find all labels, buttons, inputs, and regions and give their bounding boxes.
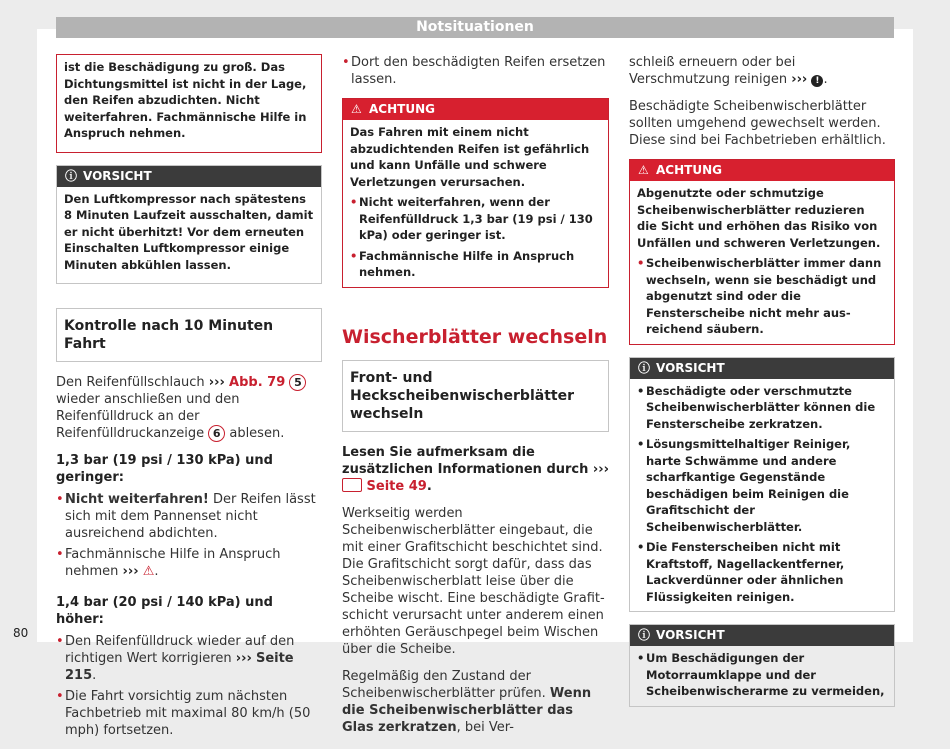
callout-number: 5 [289,374,306,391]
figure-link[interactable]: Abb. 79 [229,375,286,390]
bullet-text: . [154,564,159,579]
warning-triangle-icon: ⚠ [638,163,649,177]
vorsicht-label: VORSICHT [656,360,725,375]
vorsicht-bullet: • Um Beschädigungen der Motorraumklappe und der Scheibenwischerarme zu vermeiden, [637,650,887,700]
para-text: schleiß erneuern oder bei Verschmutzung reinigen [629,55,796,87]
caution-icon: ! [811,75,823,87]
achtung-header [630,160,894,181]
warning-triangle-icon: ⚠ [142,564,155,579]
vorsicht-header [630,625,894,646]
bullet-drive-carefully: • Die Fahrt vorsichtig zum nächsten Fachbetrieb mit maximal 80 km/h (50 mph) fortsetzen. [56,688,322,739]
para-text: Regelmäßig den Zustand der Scheibenwischerblätter prüfen. [342,668,550,701]
achtung-bullet: • Scheibenwischerblätter immer dann wechseln, wenn sie beschädigt und abgenutzt sind oder die Fensterscheibe nicht mehr ausreichend säubern. [637,255,887,338]
achtung-bullet: • Fachmännische Hilfe in Anspruch nehmen. [350,248,601,281]
ref-arrow-icon: ››› [791,72,808,87]
page-link[interactable]: Seite 215 [65,651,294,683]
warning-continuation-box [56,54,322,153]
achtung-text: Abgenutzte oder schmutzige Scheibenwischerblätter reduzieren die Sicht und erhöhen das Risiko von Unfällen und schweren Verletzungen. [637,186,881,250]
book-icon [342,478,362,492]
achtung-bullet: • Nicht weiterfahren, wenn der Reifenfülldruck 1,3 bar (19 psi / 130 kPa) oder geringer ist. [350,194,601,244]
vorsicht-bullet: • Beschädigte oder verschmutzte Scheibenwischerblätter können die Fensterscheibe zerkratzen. [637,383,887,433]
callout-number: 6 [208,425,225,442]
column-3 [629,54,895,719]
vorsicht-header [630,358,894,379]
page-link[interactable]: Seite 49 [366,478,427,494]
achtung-label: ACHTUNG [369,102,435,116]
section-heading: Kontrolle nach 10 Minuten Fahrt [64,318,274,352]
achtung-label: ACHTUNG [656,163,722,177]
ref-arrow-icon: ››› [208,375,225,390]
achtung-box [629,159,895,345]
column-1 [56,54,322,749]
page-number: 80 [13,626,29,640]
vorsicht-bullet: • Die Fensterscheiben nicht mit Kraftstoff, Nagellackentferner, Lackverdünner oder ähnlichen Flüssigkeiten reinigen. [637,539,887,605]
subsection-heading: Front- und Heckscheibenwischerblätter wechseln [350,369,574,422]
para-text: Den Reifenfüllschlauch [56,375,209,390]
vorsicht-text: Den Luftkompressor nach spätestens 8 Minuten Laufzeit ausschalten, damit er nicht überhitzt! Vor dem erneuten Einschalten Luftkompressor einige Minuten abkühlen lassen. [64,191,314,272]
section-heading-box [56,308,322,362]
paragraph-graphite: Werkseitig werden Scheibenwischerblätter eingebaut, die mit einer Grafitschicht beschichtet sind. Die Grafitschicht sorgt dafür, dass das Scheibenwischerblatt leise über die Scheibe wischt. Eine beschädigte Grafitschicht verursacht unter anderem einen erhöhten Geräuschpegel beim Wischen über die Scheibe. [342,505,605,657]
bullet-correct-pressure [56,633,322,684]
vorsicht-box [629,357,895,613]
paragraph-check [342,668,609,736]
vorsicht-bullet: • Lösungsmittelhaltiger Reiniger, harte Schwämme und andere scharfkantige Gegenstände beschädigen beim Reinigen die Grafitschicht der Scheibenwischerblätter. [637,436,887,535]
chapter-title: Wischerblätter wechseln [342,325,608,348]
column-2 [342,54,609,746]
warning-continuation-text: ist die Beschädigung zu groß. Das Dichtungsmittel ist nicht in der Lage, den Reifen abzudichten. Nicht weiterfahren. Fachmännische Hilfe in Anspruch nehmen. [64,60,307,140]
caution-circle-icon: ⓘ [638,360,651,375]
ref-arrow-icon: ››› [235,651,252,666]
para-text: . [823,72,828,87]
achtung-box [342,98,609,288]
lead-paragraph [342,444,609,495]
paragraph-connect-hose [56,374,322,442]
ref-arrow-icon: ››› [592,461,609,477]
bullet-replace-tire: • Dort den beschädigten Reifen ersetzen lassen. [342,54,609,88]
bullet-stop-driving [56,491,322,542]
bullet-text: . [92,668,97,683]
para-text: , bei Ver- [456,719,514,735]
warning-triangle-icon: ⚠ [351,102,362,116]
vorsicht-box [56,165,322,285]
bullet-text: Den Reifenfülldruck wieder auf den richtigen Wert korrigieren [65,634,295,666]
achtung-header [343,99,608,120]
lead-text: Lesen Sie aufmerksam die zusätzlichen Informationen durch [342,444,593,477]
ref-arrow-icon: ››› [122,564,139,579]
subsection-heading-box [342,360,609,432]
para-text: ablesen. [225,426,285,441]
vorsicht-box [629,624,895,707]
subheading-low-pressure: 1,3 bar (19 psi / 130 kPa) und geringer: [56,453,273,485]
caution-circle-icon: ⓘ [638,628,651,642]
subheading-high-pressure: 1,4 bar (20 psi / 140 kPa) und höher: [56,595,273,627]
paragraph-replace: Beschädigte Scheibenwischerblätter sollten umgehend gewechselt werden. Diese sind bei Fachbetrieben erhältlich. [629,99,886,148]
achtung-text: Das Fahren mit einem nicht abzudichtenden Reifen ist gefährlich und kann Unfälle und schwere Verletzungen verursachen. [350,125,590,189]
vorsicht-header [57,166,321,187]
bullet-text: Der Reifen lässt sich mit dem Pannenset nicht ausreichend abdichten. [65,492,316,541]
paragraph-continuation [629,54,895,88]
bullet-text: Fachmännische Hilfe in Anspruch nehmen [65,547,281,579]
bullet-get-help [56,546,322,580]
vorsicht-label: VORSICHT [656,628,725,642]
lead-text: . [426,478,432,494]
para-bold: Wenn die Scheibenwischerblätter das Glas zerkratzen [342,685,592,735]
caution-circle-icon: ⓘ [65,168,78,183]
vorsicht-label: VORSICHT [83,168,152,183]
section-header: Notsituationen [56,17,894,38]
bullet-bold: Nicht weiterfahren! [65,492,209,507]
para-text: wieder anschließen und den Reifenfülldruck an der Reifenfülldruckanzeige [56,392,240,441]
